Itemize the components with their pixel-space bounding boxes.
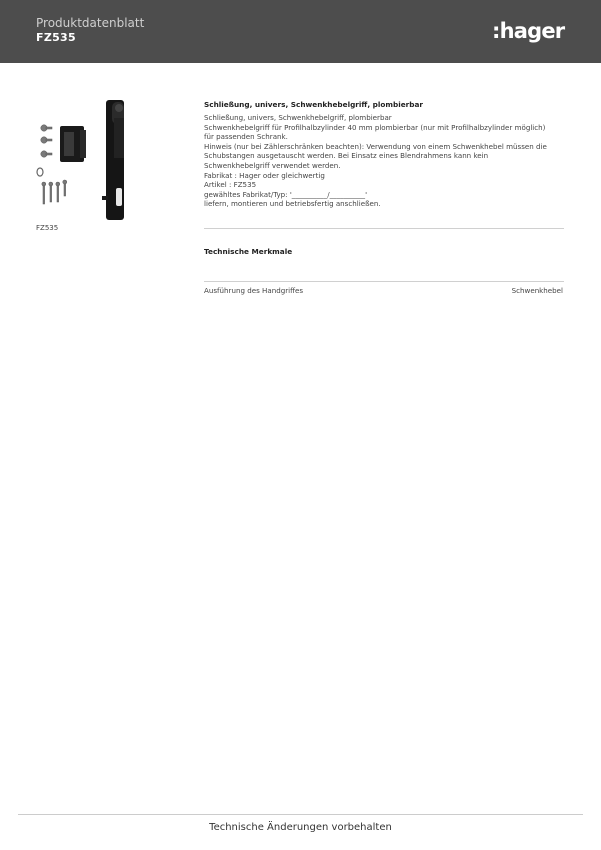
product-description (204, 113, 566, 209)
footer-divider (18, 814, 583, 815)
description-line: Schwenkhebelgriff verwendet werden. (204, 160, 341, 170)
description-line: Schwenkhebelgriff für Profilhalbzylinder 40 mm plombierbar (nur mit Profilhalbzylinder möglich) (204, 122, 546, 132)
swing-handle-icon (102, 100, 124, 220)
divider (204, 281, 564, 282)
article-number: FZ535 (36, 31, 76, 44)
description-line: Schließung, univers, Schwenkhebelgriff, plombierbar (204, 113, 392, 122)
divider (204, 228, 564, 229)
footer-note: Technische Änderungen vorbehalten (209, 822, 392, 833)
image-caption: FZ535 (36, 224, 59, 232)
logo-text: :hager (492, 19, 565, 43)
bracket-icon (60, 126, 86, 162)
product-title: Schließung, univers, Schwenkhebelgriff, plombierbar (204, 100, 423, 109)
spec-label: Ausführung des Handgriffes (204, 286, 304, 295)
product-image (30, 92, 140, 222)
document-type: Produktdatenblatt (36, 16, 145, 30)
description-line: gewähltes Fabrikat/Typ: '__________/__________' (204, 189, 368, 199)
description-line: Hinweis (nur bei Zählerschränken beachten): Verwendung von einem Schwenkhebel müssen die (204, 141, 547, 151)
description-line: für passenden Schrank. (204, 132, 288, 142)
description-line: liefern, montieren und betriebsfertig anschließen. (204, 199, 381, 209)
spec-value: Schwenkhebel (511, 286, 563, 295)
description-line: Fabrikat : Hager oder gleichwertig (204, 170, 325, 180)
hager-logo (492, 17, 567, 45)
description-line: Artikel : FZ535 (204, 180, 257, 190)
section-title-technical: Technische Merkmale (204, 247, 293, 256)
header-bar (0, 0, 601, 63)
description-line: Schubstangen ausgetauscht werden. Bei Einsatz eines Blendrahmens kann kein (204, 151, 489, 161)
